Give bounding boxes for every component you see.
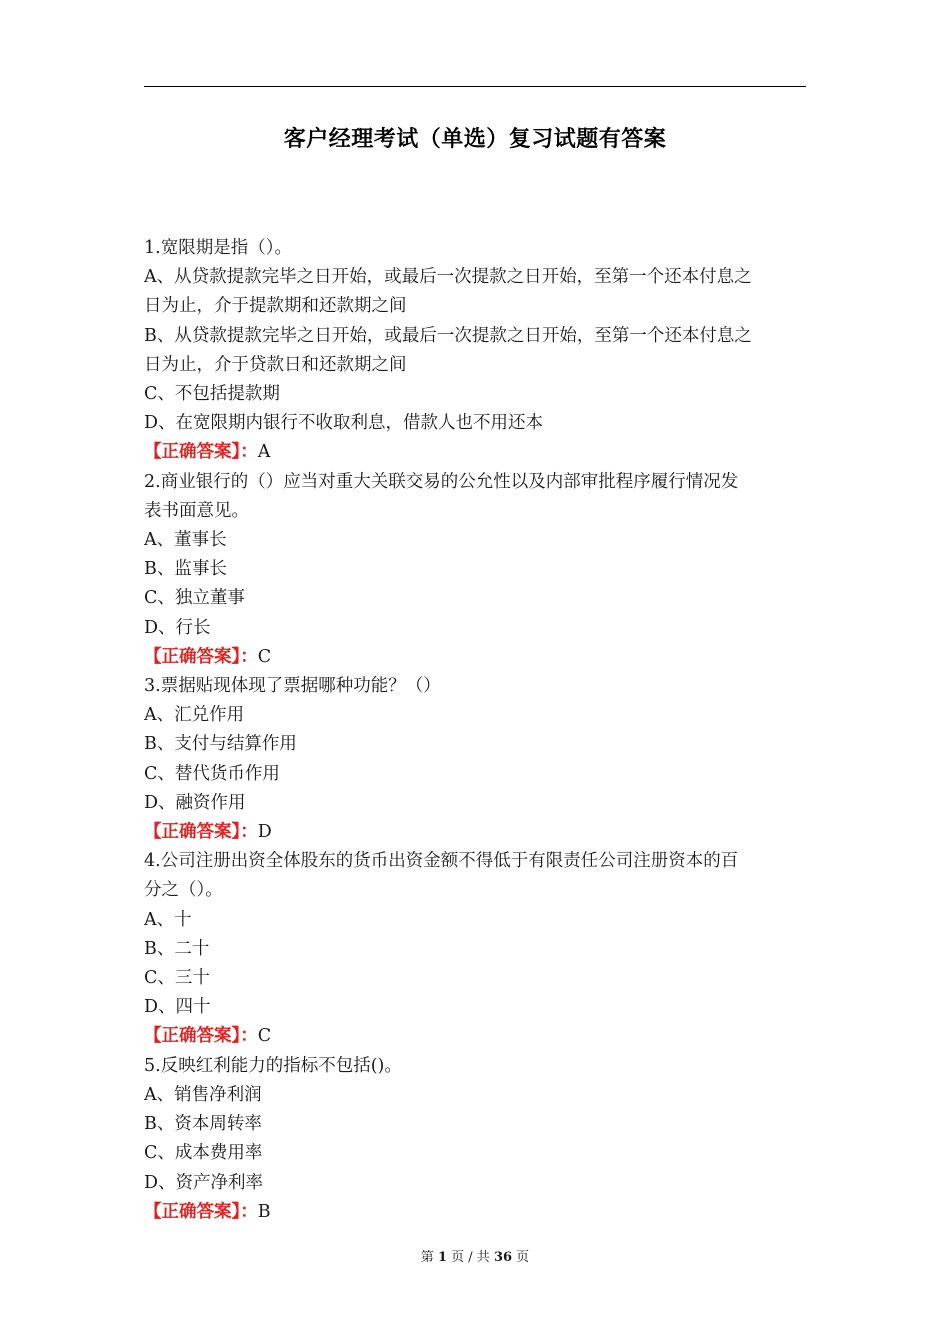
option-line: A、汇兑作用 (144, 705, 245, 726)
question-stem-line: 表书面意见。 (144, 500, 249, 521)
option-line: D、资产净利率 (144, 1172, 264, 1193)
option-line: C、独立董事 (144, 588, 245, 609)
option-line: D、融资作用 (144, 792, 246, 813)
option-line: 日为止，介于贷款日和还款期之间 (144, 354, 407, 375)
option-line: B、二十 (144, 938, 210, 959)
option-line: B、资本周转率 (144, 1114, 262, 1135)
option-line: C、不包括提款期 (144, 384, 280, 405)
answer-label: 【正确答案】： (144, 1201, 258, 1222)
option-line: A、十 (144, 909, 192, 930)
answer-value: B (257, 1201, 271, 1222)
question-block (144, 234, 808, 468)
question-stem-line: 1.宽限期是指（）。 (144, 238, 292, 258)
answer-value: A (257, 442, 271, 463)
answer-label: 【正确答案】： (144, 442, 258, 463)
option-line: D、四十 (144, 997, 211, 1018)
answer-label: 【正确答案】： (144, 822, 258, 843)
question-stem-line: 3.票据贴现体现了票据哪种功能？（） (144, 676, 441, 697)
question-stem-line: 5.反映红利能力的指标不包括()。 (144, 1055, 402, 1076)
option-line: A、董事长 (144, 530, 227, 551)
answer-label: 【正确答案】： (144, 1026, 258, 1047)
answer-label: 【正确答案】： (144, 646, 258, 667)
document-title: 客户经理考试（单选）复习试题有答案 (283, 127, 667, 152)
answer-line (144, 1022, 808, 1051)
footer-prefix: 第 (420, 1250, 434, 1265)
option-line: B、从贷款提款完毕之日开始，或最后一次提款之日开始，至第一个还本付息之 (144, 325, 752, 346)
answer-value: D (257, 822, 272, 843)
option-line: A、从贷款提款完毕之日开始，或最后一次提款之日开始，至第一个还本付息之 (144, 267, 752, 288)
option-line: C、三十 (144, 968, 210, 989)
footer-middle: 页 / 共 (451, 1250, 490, 1265)
answer-line (144, 1198, 808, 1227)
header-rule (144, 86, 806, 87)
answer-line (144, 818, 808, 847)
answer-value: C (257, 646, 272, 667)
question-block (144, 847, 808, 1051)
question-stem-line: 2.商业银行的（）应当对重大关联交易的公允性以及内部审批程序履行情况发 (144, 471, 739, 492)
option-line: C、成本费用率 (144, 1143, 263, 1164)
question-stem-line: 分之（）。 (144, 880, 223, 901)
answer-line (144, 643, 808, 672)
option-line: B、监事长 (144, 559, 227, 580)
option-line: 日为止，介于提款期和还款期之间 (144, 296, 407, 317)
answer-line (144, 438, 808, 467)
question-block (144, 672, 808, 847)
option-line: A、销售净利润 (144, 1084, 262, 1105)
option-line: B、支付与结算作用 (144, 734, 297, 755)
footer-suffix: 页 (516, 1250, 530, 1265)
question-stem-line: 4.公司注册出资全体股东的货币出资金额不得低于有限责任公司注册资本的百 (144, 851, 739, 872)
current-page-number: 1 (437, 1250, 447, 1265)
answer-value: C (257, 1026, 272, 1047)
question-list (144, 234, 808, 1227)
option-line: C、替代货币作用 (144, 763, 280, 784)
question-block (144, 1052, 808, 1227)
question-block (144, 468, 808, 672)
option-line: D、行长 (144, 617, 211, 638)
total-pages-number: 36 (493, 1250, 513, 1265)
option-line: D、在宽限期内银行不收取利息，借款人也不用还本 (144, 413, 544, 434)
page-footer (0, 1246, 950, 1265)
